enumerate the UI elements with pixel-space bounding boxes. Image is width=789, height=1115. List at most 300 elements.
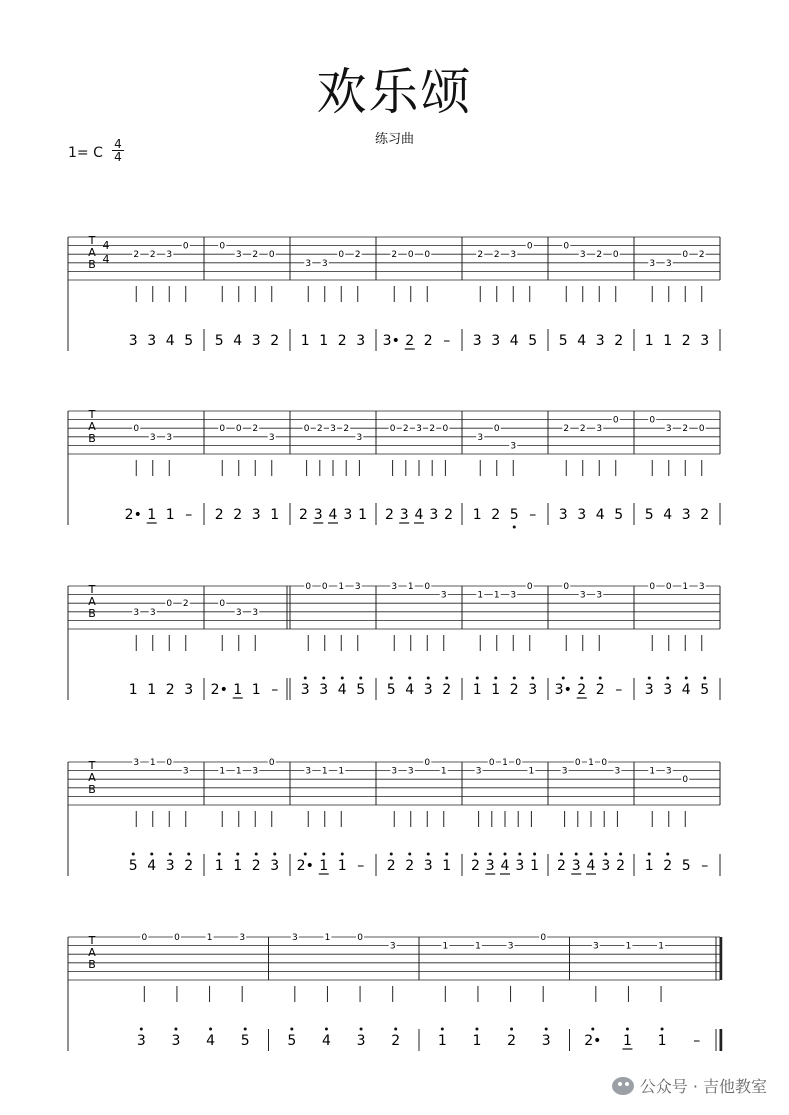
fret-number: 0 bbox=[442, 424, 449, 435]
jianpu-high-dot bbox=[427, 853, 430, 856]
fret-number: 2 bbox=[579, 424, 586, 435]
jianpu-note: 1 bbox=[233, 682, 243, 698]
tab-clef-letter: T bbox=[88, 408, 96, 421]
jianpu-note: 3 bbox=[429, 507, 439, 523]
jianpu-note: 3 bbox=[171, 1033, 181, 1049]
jianpu-note: 4 bbox=[328, 507, 338, 523]
jianpu-high-dot bbox=[661, 1028, 664, 1031]
jianpu-high-dot bbox=[599, 677, 602, 680]
fret-number: 0 bbox=[526, 241, 533, 252]
jianpu-note: 3 bbox=[251, 333, 261, 349]
jianpu-note: 1 bbox=[491, 682, 501, 698]
jianpu-note: 5 bbox=[386, 682, 396, 698]
tab-time-signature: 4 bbox=[102, 239, 110, 252]
fret-number: 3 bbox=[330, 424, 336, 435]
fret-number: 2 bbox=[354, 250, 361, 261]
fret-number: 0 bbox=[357, 933, 363, 943]
jianpu-note: 1 bbox=[530, 858, 540, 874]
jianpu-high-dot bbox=[304, 677, 307, 680]
jianpu-high-dot bbox=[140, 1028, 143, 1031]
fret-number: 3 bbox=[665, 424, 672, 435]
tab-clef-letter: A bbox=[88, 595, 96, 608]
jianpu-note: 3 bbox=[313, 507, 323, 523]
jianpu-high-dot bbox=[590, 853, 593, 856]
wechat-icon bbox=[612, 1077, 634, 1095]
fret-number: 3 bbox=[149, 432, 156, 443]
fret-number: 1 bbox=[528, 766, 535, 777]
jianpu-note: 2 bbox=[491, 507, 501, 523]
fret-number: 1 bbox=[649, 766, 656, 777]
jianpu-note: 4 bbox=[147, 858, 157, 874]
jianpu-note: 5 bbox=[681, 858, 691, 874]
fret-number: 0 bbox=[219, 599, 226, 610]
fret-number: 0 bbox=[493, 424, 500, 435]
fret-number: 0 bbox=[612, 415, 619, 426]
fret-number: 1 bbox=[442, 941, 449, 952]
fret-number: 0 bbox=[574, 758, 581, 768]
watermark bbox=[612, 1074, 767, 1097]
jianpu-note: 2• bbox=[124, 507, 142, 523]
jianpu-note: 3 bbox=[491, 333, 501, 349]
jianpu-note: 2 bbox=[663, 858, 673, 874]
fret-number: 1 bbox=[588, 758, 594, 768]
jianpu-note: 4 bbox=[595, 507, 605, 523]
key-signature: 1= C bbox=[68, 145, 103, 161]
jianpu-high-dot bbox=[560, 853, 563, 856]
jianpu-note: 4 bbox=[414, 507, 424, 523]
jianpu-high-dot bbox=[445, 853, 448, 856]
jianpu-note: 5 bbox=[214, 333, 224, 349]
jianpu-note: 3 bbox=[595, 333, 605, 349]
jianpu-high-dot bbox=[359, 677, 362, 680]
fret-number: 3 bbox=[354, 582, 361, 592]
jianpu-note: 1 bbox=[437, 1033, 447, 1049]
fret-number: 3 bbox=[389, 941, 396, 952]
jianpu-note: 2 bbox=[233, 507, 243, 523]
jianpu-high-dot bbox=[531, 677, 534, 680]
fret-number: 3 bbox=[235, 250, 242, 261]
fret-number: 3 bbox=[149, 607, 156, 618]
jianpu-note: 4 bbox=[586, 858, 596, 874]
fret-number: 0 bbox=[563, 582, 570, 592]
jianpu-high-dot bbox=[489, 853, 492, 856]
fret-number: 2 bbox=[698, 250, 705, 261]
fret-number: 0 bbox=[166, 758, 173, 768]
jianpu-note: 2 bbox=[507, 1033, 517, 1049]
jianpu-note: 3 bbox=[571, 858, 581, 874]
fret-number: 3 bbox=[407, 766, 414, 777]
jianpu-note: – bbox=[701, 858, 709, 874]
fret-number: 1 bbox=[493, 590, 500, 601]
fret-number: 2 bbox=[343, 424, 350, 435]
fret-number: 0 bbox=[424, 250, 431, 261]
jianpu-note: 3 bbox=[485, 858, 495, 874]
jianpu-high-dot bbox=[341, 853, 344, 856]
fret-number: 3 bbox=[665, 258, 672, 269]
tab-clef-letter: A bbox=[88, 420, 96, 433]
jianpu-high-dot bbox=[591, 1028, 594, 1031]
jianpu-note: 2 bbox=[423, 333, 433, 349]
jianpu-note: 5 bbox=[644, 507, 654, 523]
fret-number: 1 bbox=[475, 941, 481, 952]
jianpu-note: 3 bbox=[165, 858, 175, 874]
fret-number: 1 bbox=[338, 766, 345, 777]
fret-number: 3 bbox=[510, 441, 517, 452]
fret-number: 3 bbox=[166, 250, 173, 261]
fret-number: 3 bbox=[391, 766, 398, 777]
jianpu-note: 3 bbox=[184, 682, 194, 698]
jianpu-note: 1 bbox=[319, 858, 329, 874]
jianpu-high-dot bbox=[703, 677, 706, 680]
fret-number: 3 bbox=[592, 941, 599, 952]
jianpu-note: 1 bbox=[300, 333, 310, 349]
jianpu-high-dot bbox=[510, 1028, 513, 1031]
fret-number: 1 bbox=[477, 590, 484, 601]
jianpu-high-dot bbox=[504, 853, 507, 856]
jianpu-note: 2• bbox=[210, 682, 228, 698]
jianpu-high-dot bbox=[209, 1028, 212, 1031]
jianpu-note: 3 bbox=[601, 858, 611, 874]
jianpu-high-dot bbox=[427, 677, 430, 680]
jianpu-high-dot bbox=[685, 677, 688, 680]
jianpu-note: 3 bbox=[128, 333, 138, 349]
fret-number: 0 bbox=[303, 424, 310, 435]
fret-number: 0 bbox=[698, 424, 705, 435]
tab-clef-letter: T bbox=[88, 234, 96, 247]
jianpu-note: 5 bbox=[614, 507, 624, 523]
tab-clef-letter: B bbox=[88, 258, 96, 271]
fret-number: 3 bbox=[235, 607, 242, 618]
time-signature-top: 4 bbox=[114, 137, 122, 151]
jianpu-note: 1 bbox=[644, 333, 654, 349]
fret-number: 3 bbox=[133, 758, 140, 768]
fret-number: 0 bbox=[488, 758, 495, 768]
jianpu-high-dot bbox=[648, 677, 651, 680]
jianpu-note: 1 bbox=[472, 682, 482, 698]
jianpu-high-dot bbox=[648, 853, 651, 856]
fret-number: 2 bbox=[316, 424, 323, 435]
jianpu-high-dot bbox=[575, 853, 578, 856]
jianpu-note: 3 bbox=[644, 682, 654, 698]
jianpu-high-dot bbox=[244, 1028, 247, 1031]
fret-number: 3 bbox=[321, 258, 328, 269]
jianpu-note: – bbox=[185, 507, 193, 523]
fret-number: 3 bbox=[614, 766, 621, 777]
jianpu-note: 3 bbox=[472, 333, 482, 349]
fret-number: 1 bbox=[324, 933, 331, 943]
jianpu-note: 1 bbox=[251, 682, 261, 698]
jianpu-note: – bbox=[615, 682, 623, 698]
jianpu-note: 5 bbox=[528, 333, 538, 349]
fret-number: 3 bbox=[649, 258, 656, 269]
jianpu-high-dot bbox=[604, 853, 607, 856]
jianpu-note: 2 bbox=[444, 507, 454, 523]
jianpu-note: 2 bbox=[509, 682, 519, 698]
fret-number: 3 bbox=[239, 933, 246, 943]
fret-number: 0 bbox=[219, 424, 226, 435]
jianpu-note: 2 bbox=[298, 507, 308, 523]
jianpu-note: 3 bbox=[270, 858, 280, 874]
jianpu-note: 2 bbox=[470, 858, 480, 874]
jianpu-note: 2 bbox=[405, 333, 415, 349]
fret-number: 0 bbox=[682, 250, 689, 261]
jianpu-note: 5 bbox=[509, 507, 519, 523]
jianpu-high-dot bbox=[255, 853, 258, 856]
jianpu-high-dot bbox=[445, 677, 448, 680]
jianpu-note: 4 bbox=[500, 858, 510, 874]
fret-number: 0 bbox=[133, 424, 140, 435]
time-signature-bottom: 4 bbox=[114, 150, 122, 164]
jianpu-high-dot bbox=[408, 853, 411, 856]
jianpu-high-dot bbox=[218, 853, 221, 856]
jianpu-note: 2 bbox=[337, 333, 347, 349]
jianpu-note: 2 bbox=[442, 682, 452, 698]
jianpu-note: 3• bbox=[382, 333, 400, 349]
jianpu-note: 2 bbox=[214, 507, 224, 523]
fret-number: 1 bbox=[321, 766, 328, 777]
fret-number: 2 bbox=[252, 250, 259, 261]
jianpu-note: 5 bbox=[287, 1033, 297, 1049]
fret-number: 0 bbox=[540, 933, 547, 943]
jianpu-note: 3 bbox=[423, 682, 433, 698]
fret-number: 1 bbox=[502, 758, 508, 768]
fret-number: 0 bbox=[219, 241, 226, 252]
fret-number: 3 bbox=[510, 250, 517, 261]
jianpu-high-dot bbox=[304, 853, 307, 856]
fret-number: 3 bbox=[305, 766, 312, 777]
jianpu-high-dot bbox=[394, 1028, 397, 1031]
jianpu-low-dot bbox=[513, 526, 516, 529]
jianpu-note: 1 bbox=[233, 858, 243, 874]
jianpu-high-dot bbox=[619, 853, 622, 856]
jianpu-note: 2 bbox=[184, 858, 194, 874]
song-title: 欢乐颂 bbox=[316, 63, 473, 121]
jianpu-note: 3 bbox=[343, 507, 353, 523]
jianpu-note: 1 bbox=[147, 682, 157, 698]
jianpu-note: 3 bbox=[663, 682, 673, 698]
jianpu-note: 1 bbox=[270, 507, 280, 523]
jianpu-note: 5 bbox=[356, 682, 366, 698]
jianpu-high-dot bbox=[666, 677, 669, 680]
jianpu-high-dot bbox=[322, 853, 325, 856]
fret-number: 3 bbox=[305, 258, 312, 269]
fret-number: 0 bbox=[321, 582, 328, 592]
tab-clef-letter: B bbox=[88, 958, 96, 971]
tab-clef-letter: T bbox=[88, 759, 96, 772]
jianpu-note: 5 bbox=[558, 333, 568, 349]
tab-time-signature: 4 bbox=[102, 253, 110, 266]
fret-number: 1 bbox=[235, 766, 242, 777]
jianpu-note: 2 bbox=[405, 858, 415, 874]
jianpu-note: 2• bbox=[584, 1033, 602, 1049]
jianpu-high-dot bbox=[360, 1028, 363, 1031]
fret-number: 3 bbox=[579, 590, 586, 601]
fret-number: 2 bbox=[596, 250, 603, 261]
fret-number: 2 bbox=[133, 250, 140, 261]
jianpu-note: 1 bbox=[358, 507, 368, 523]
fret-number: 0 bbox=[174, 933, 180, 943]
fret-number: 0 bbox=[601, 758, 608, 768]
fret-number: 3 bbox=[291, 933, 298, 943]
jianpu-high-dot bbox=[341, 677, 344, 680]
tab-clef-letter: T bbox=[88, 583, 96, 596]
jianpu-note: 5 bbox=[128, 858, 138, 874]
jianpu-note: 1 bbox=[165, 507, 175, 523]
jianpu-note: 3 bbox=[251, 507, 261, 523]
fret-number: 3 bbox=[133, 607, 140, 618]
jianpu-note: 5 bbox=[240, 1033, 250, 1049]
jianpu-note: 4 bbox=[405, 682, 415, 698]
fret-number: 0 bbox=[268, 250, 275, 261]
watermark-text: 公众号 · 吉他教室 bbox=[639, 1077, 767, 1096]
tab-clef-letter: A bbox=[88, 771, 96, 784]
jianpu-note: 1 bbox=[214, 858, 224, 874]
jianpu-high-dot bbox=[322, 677, 325, 680]
fret-number: 3 bbox=[510, 590, 517, 601]
fret-number: 0 bbox=[389, 424, 396, 435]
fret-number: 2 bbox=[563, 424, 570, 435]
jianpu-high-dot bbox=[562, 677, 565, 680]
jianpu-note: 3 bbox=[577, 507, 587, 523]
fret-number: 2 bbox=[493, 250, 500, 261]
jianpu-note: 4 bbox=[577, 333, 587, 349]
fret-number: 0 bbox=[682, 775, 689, 786]
jianpu-note: 4 bbox=[206, 1033, 216, 1049]
jianpu-note: 5 bbox=[700, 682, 710, 698]
fret-number: 0 bbox=[338, 250, 345, 261]
jianpu-note: – bbox=[529, 507, 537, 523]
jianpu-note: – bbox=[693, 1033, 701, 1049]
jianpu-note: 3 bbox=[681, 507, 691, 523]
jianpu-note: – bbox=[357, 858, 365, 874]
jianpu-note: 1 bbox=[442, 858, 452, 874]
fret-number: 0 bbox=[515, 758, 522, 768]
jianpu-note: 3 bbox=[356, 333, 366, 349]
jianpu-high-dot bbox=[273, 853, 276, 856]
jianpu-note: 2 bbox=[165, 682, 175, 698]
fret-number: 3 bbox=[268, 432, 275, 443]
jianpu-high-dot bbox=[408, 677, 411, 680]
jianpu-high-dot bbox=[626, 1028, 629, 1031]
fret-number: 0 bbox=[407, 250, 414, 261]
jianpu-note: 1 bbox=[147, 507, 157, 523]
fret-number: 1 bbox=[440, 766, 447, 777]
jianpu-note: 2 bbox=[595, 682, 605, 698]
jianpu-high-dot bbox=[174, 1028, 177, 1031]
fret-number: 0 bbox=[424, 582, 431, 592]
jianpu-note: 3• bbox=[554, 682, 572, 698]
fret-number: 2 bbox=[252, 424, 259, 435]
fret-number: 2 bbox=[391, 250, 398, 261]
fret-number: 3 bbox=[182, 766, 189, 777]
jianpu-note: 3 bbox=[541, 1033, 551, 1049]
jianpu-note: 5 bbox=[184, 333, 194, 349]
fret-number: 1 bbox=[338, 582, 345, 592]
jianpu-high-dot bbox=[390, 853, 393, 856]
jianpu-note: 4 bbox=[509, 333, 519, 349]
fret-number: 0 bbox=[649, 415, 656, 426]
jianpu-note: 2 bbox=[386, 858, 396, 874]
fret-number: 0 bbox=[235, 424, 242, 435]
jianpu-note: 4 bbox=[321, 1033, 331, 1049]
fret-number: 3 bbox=[477, 432, 484, 443]
fret-number: 3 bbox=[596, 424, 603, 435]
tab-clef-letter: A bbox=[88, 946, 96, 959]
tab-clef-letter: B bbox=[88, 607, 96, 620]
jianpu-note: 4 bbox=[663, 507, 673, 523]
tab-clef-letter: A bbox=[88, 246, 96, 259]
fret-number: 3 bbox=[252, 766, 259, 777]
fret-number: 3 bbox=[579, 250, 586, 261]
fret-number: 3 bbox=[507, 941, 514, 952]
fret-number: 0 bbox=[526, 582, 533, 592]
jianpu-note: 2 bbox=[384, 507, 394, 523]
jianpu-high-dot bbox=[518, 853, 521, 856]
fret-number: 0 bbox=[424, 758, 431, 768]
jianpu-note: 1 bbox=[663, 333, 673, 349]
fret-number: 0 bbox=[563, 241, 570, 252]
jianpu-note: 3 bbox=[136, 1033, 146, 1049]
jianpu-note: 1 bbox=[657, 1033, 667, 1049]
jianpu-high-dot bbox=[476, 677, 479, 680]
jianpu-note: 1 bbox=[319, 333, 329, 349]
fret-number: 3 bbox=[356, 432, 363, 443]
jianpu-high-dot bbox=[494, 677, 497, 680]
fret-number: 3 bbox=[440, 590, 447, 601]
jianpu-note: 1 bbox=[128, 682, 138, 698]
fret-number: 1 bbox=[149, 758, 156, 768]
jianpu-note: 3 bbox=[399, 507, 409, 523]
tab-clef-letter: T bbox=[88, 934, 96, 947]
fret-number: 3 bbox=[698, 582, 705, 592]
fret-number: 3 bbox=[475, 766, 482, 777]
fret-number: 2 bbox=[182, 599, 189, 610]
jianpu-high-dot bbox=[666, 853, 669, 856]
jianpu-note: 1 bbox=[472, 1033, 482, 1049]
jianpu-note: 1 bbox=[472, 507, 482, 523]
fret-number: 3 bbox=[391, 582, 398, 592]
jianpu-note: – bbox=[443, 333, 451, 349]
jianpu-note: 1 bbox=[337, 858, 347, 874]
fret-number: 0 bbox=[612, 250, 619, 261]
fret-number: 1 bbox=[407, 582, 414, 592]
jianpu-high-dot bbox=[132, 853, 135, 856]
fret-number: 1 bbox=[658, 941, 664, 952]
jianpu-note: 1 bbox=[644, 858, 654, 874]
fret-number: 2 bbox=[477, 250, 484, 261]
jianpu-high-dot bbox=[475, 1028, 478, 1031]
fret-number: 0 bbox=[268, 758, 275, 768]
fret-number: 0 bbox=[665, 582, 672, 592]
fret-number: 2 bbox=[402, 424, 409, 435]
jianpu-note: – bbox=[271, 682, 279, 698]
jianpu-note: 4 bbox=[165, 333, 175, 349]
fret-number: 0 bbox=[166, 599, 173, 610]
jianpu-note: 3 bbox=[147, 333, 157, 349]
fret-number: 0 bbox=[182, 241, 189, 252]
jianpu-high-dot bbox=[150, 853, 153, 856]
jianpu-note: 4 bbox=[337, 682, 347, 698]
fret-number: 0 bbox=[649, 582, 656, 592]
song-subtitle: 练习曲 bbox=[374, 132, 414, 147]
tab-clef-letter: B bbox=[88, 432, 96, 445]
jianpu-note: 3 bbox=[528, 682, 538, 698]
jianpu-note: 3 bbox=[319, 682, 329, 698]
fret-number: 2 bbox=[149, 250, 156, 261]
fret-number: 3 bbox=[166, 432, 173, 443]
jianpu-note: 2 bbox=[700, 507, 710, 523]
jianpu-high-dot bbox=[580, 677, 583, 680]
